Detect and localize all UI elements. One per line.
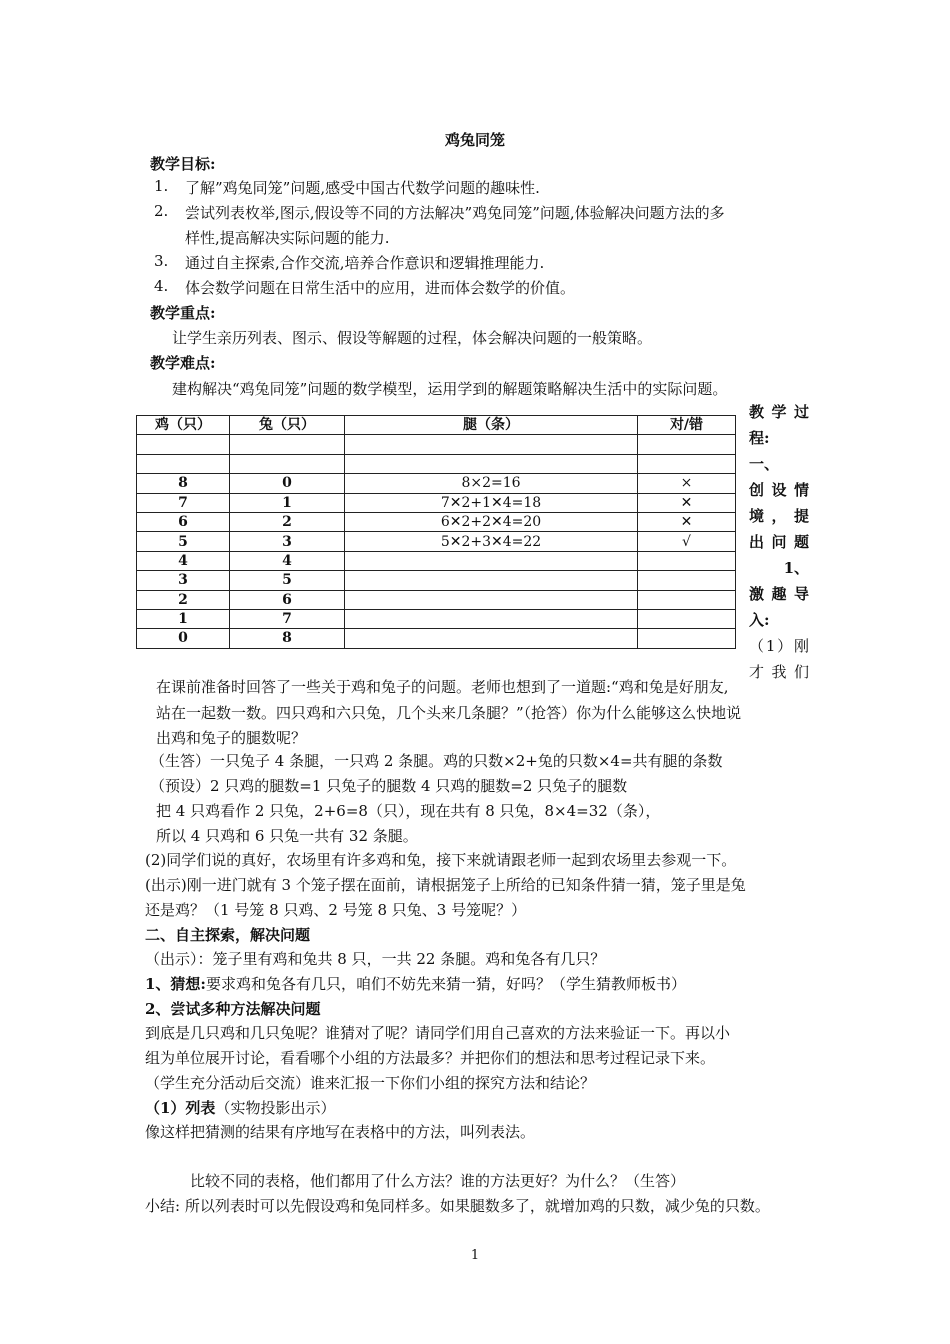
table-row: [137, 435, 736, 454]
table-row: [137, 590, 736, 609]
legs-table: [136, 415, 736, 649]
body-paragraph: 像这样把猜测的结果有序地写在表格中的方法，叫列表法。: [145, 1123, 536, 1141]
table-cell: 8: [137, 474, 230, 493]
table-cell: [345, 454, 638, 473]
objective-number: 4.: [154, 277, 169, 295]
body-paragraph: [145, 1097, 335, 1118]
table-cell: ×: [638, 474, 736, 493]
table-cell: [345, 551, 638, 570]
side-line: 入:: [749, 611, 770, 629]
key-points-text: 让学生亲历列表、图示、假设等解题的过程，体会解决问题的一般策略。: [172, 329, 653, 347]
body-paragraph: (2)同学们说的真好，农场里有许多鸡和兔，接下来就请跟老师一起到农场里去参观一下。: [145, 851, 737, 869]
table-cell: [345, 590, 638, 609]
table-cell: 2: [137, 590, 230, 609]
table-cell: [345, 571, 638, 590]
side-line: （1）刚: [749, 637, 809, 655]
table-cell: [345, 609, 638, 628]
table-row: [137, 629, 736, 648]
body-paragraph: （出示）：笼子里有鸡和兔共 8 只，一共 22 条腿。鸡和兔各有几只？: [145, 950, 606, 968]
header-chicken: 鸡（只）: [137, 416, 230, 435]
body-paragraph: 还是鸡？（1 号笼 8 只鸡、2 号笼 8 只兔、3 号笼呢？）: [145, 901, 527, 919]
objective-text: 样性,提高解决实际问题的能力.: [185, 229, 390, 247]
side-line: 创设情: [749, 481, 809, 499]
table-cell: [230, 435, 345, 454]
table-cell: 3: [230, 532, 345, 551]
guess-text: 要求鸡和兔各有几只，咱们不妨先来猜一猜，好吗？（学生猜教师板书）: [205, 975, 686, 993]
table-cell: 6: [230, 590, 345, 609]
list-method-text: （实物投影出示）: [215, 1099, 336, 1117]
table-cell: 6: [137, 512, 230, 531]
side-line: 一、: [749, 455, 780, 473]
table-cell: [638, 609, 736, 628]
table-cell: 4: [230, 551, 345, 570]
difficulties-heading: 教学难点:: [150, 354, 216, 372]
body-paragraph: 到底是几只鸡和几只兔呢？谁猜对了呢？请同学们用自己喜欢的方法来验证一下。再以小: [145, 1024, 731, 1042]
page-number: 1: [470, 1248, 480, 1263]
body-paragraph: 出鸡和兔子的腿数呢？: [156, 729, 307, 747]
body-paragraph: （生答）一只兔子 4 条腿，一只鸡 2 条腿。鸡的只数×2+兔的只数×4=共有腿的条数: [150, 752, 723, 770]
difficulties-text: 建构解决“鸡兔同笼”问题的数学模型，运用学到的解题策略解决生活中的实际问题。: [172, 380, 728, 398]
table-cell: [638, 551, 736, 570]
table-row: [137, 493, 736, 512]
summary-paragraph: 小结: 所以列表时可以先假设鸡和兔同样多。如果腿数多了，就增加鸡的只数，减少兔的只数。: [145, 1197, 770, 1215]
section-subheading: 2、尝试多种方法解决问题: [145, 1000, 321, 1018]
table-cell: 0: [230, 474, 345, 493]
table-cell: 3: [137, 571, 230, 590]
header-rabbit: 兔（只）: [230, 416, 345, 435]
table-row: [137, 571, 736, 590]
table-cell: 5✕2+3✕4=22: [345, 532, 638, 551]
table-cell: [345, 435, 638, 454]
table-row: [137, 454, 736, 473]
table-header-row: [137, 416, 736, 435]
table-cell: [638, 571, 736, 590]
table-cell: 2: [230, 512, 345, 531]
guess-label: 1、猜想:: [145, 975, 206, 993]
body-paragraph: （学生充分活动后交流）谁来汇报一下你们小组的探究方法和结论？: [145, 1074, 596, 1092]
body-paragraph: 所以 4 只鸡和 6 只兔一共有 32 条腿。: [156, 827, 418, 845]
body-paragraph: 组为单位展开讨论，看看哪个小组的方法最多？并把你们的想法和思考过程记录下来。: [145, 1049, 716, 1067]
table-cell: [638, 435, 736, 454]
key-points-heading: 教学重点:: [150, 304, 216, 322]
table-row: [137, 532, 736, 551]
table-cell: 1: [137, 609, 230, 628]
side-line: 境，提: [749, 507, 809, 525]
table-cell: 5: [230, 571, 345, 590]
table-row: [137, 512, 736, 531]
table-cell: [137, 454, 230, 473]
objective-number: 2.: [154, 202, 169, 220]
table-cell: [137, 435, 230, 454]
side-line: 激趣导: [749, 585, 809, 603]
side-column-text: [749, 399, 809, 685]
table-cell: 1: [230, 493, 345, 512]
side-line: 教学过: [749, 403, 809, 421]
objectives-heading: 教学目标:: [150, 155, 216, 173]
table-cell: 7: [137, 493, 230, 512]
table-row: [137, 609, 736, 628]
table-cell: 6✕2+2✕4=20: [345, 512, 638, 531]
body-paragraph: 站在一起数一数。四只鸡和六只兔，几个头来几条腿？”（抢答）你为什么能够这么快地说: [156, 704, 742, 722]
table-cell: 5: [137, 532, 230, 551]
body-paragraph: (出示)刚一进门就有 3 个笼子摆在面前，请根据笼子上所给的已知条件猜一猜，笼子里是兔: [145, 876, 746, 894]
table-cell: 8×2=16: [345, 474, 638, 493]
header-right-wrong: 对/错: [638, 416, 736, 435]
side-line: 1、: [783, 559, 809, 577]
objective-text: 通过自主探索,合作交流,培养合作意识和逻辑推理能力.: [185, 254, 545, 272]
objective-number: 1.: [154, 177, 169, 195]
body-paragraph: 比较不同的表格，他们都用了什么方法？谁的方法更好？为什么？（生答）: [190, 1172, 686, 1190]
table-cell: ✕: [638, 512, 736, 531]
body-paragraph: [145, 973, 686, 994]
table-cell: [638, 454, 736, 473]
body-paragraph: 把 4 只鸡看作 2 只兔，2+6=8（只），现在共有 8 只兔，8×4=32（条），: [156, 802, 661, 820]
body-paragraph: （预设）2 只鸡的腿数=1 只兔子的腿数 4 只鸡的腿数=2 只兔子的腿数: [150, 777, 628, 795]
objective-text: 尝试列表枚举,图示,假设等不同的方法解决”鸡兔同笼”问题,体验解决问题方法的多: [185, 204, 725, 222]
header-legs: 腿（条）: [345, 416, 638, 435]
page-title: 鸡兔同笼: [444, 131, 505, 149]
table-cell: 0: [137, 629, 230, 648]
table-cell: [638, 629, 736, 648]
list-method-label: （1）列表: [145, 1099, 216, 1117]
table-row: [137, 551, 736, 570]
side-line: 程:: [749, 429, 770, 447]
section-heading: 二、自主探索，解决问题: [145, 926, 311, 944]
table-cell: 4: [137, 551, 230, 570]
table-cell: [345, 629, 638, 648]
table-cell: 7✕2+1✕4=18: [345, 493, 638, 512]
objective-number: 3.: [154, 252, 169, 270]
objective-text: 了解”鸡兔同笼”问题,感受中国古代数学问题的趣味性.: [185, 179, 540, 197]
table-cell: ✕: [638, 493, 736, 512]
side-line: 出问题: [749, 533, 809, 551]
body-paragraph: 在课前准备时回答了一些关于鸡和兔子的问题。老师也想到了一道题:“鸡和兔是好朋友,: [156, 678, 729, 696]
table-cell: [230, 454, 345, 473]
objective-text: 体会数学问题在日常生活中的应用，进而体会数学的价值。: [185, 279, 576, 297]
table-cell: [638, 590, 736, 609]
table-row: [137, 474, 736, 493]
table-cell: 8: [230, 629, 345, 648]
table-cell: 7: [230, 609, 345, 628]
table-cell: √: [638, 532, 736, 551]
side-line: 才我们: [749, 663, 809, 681]
